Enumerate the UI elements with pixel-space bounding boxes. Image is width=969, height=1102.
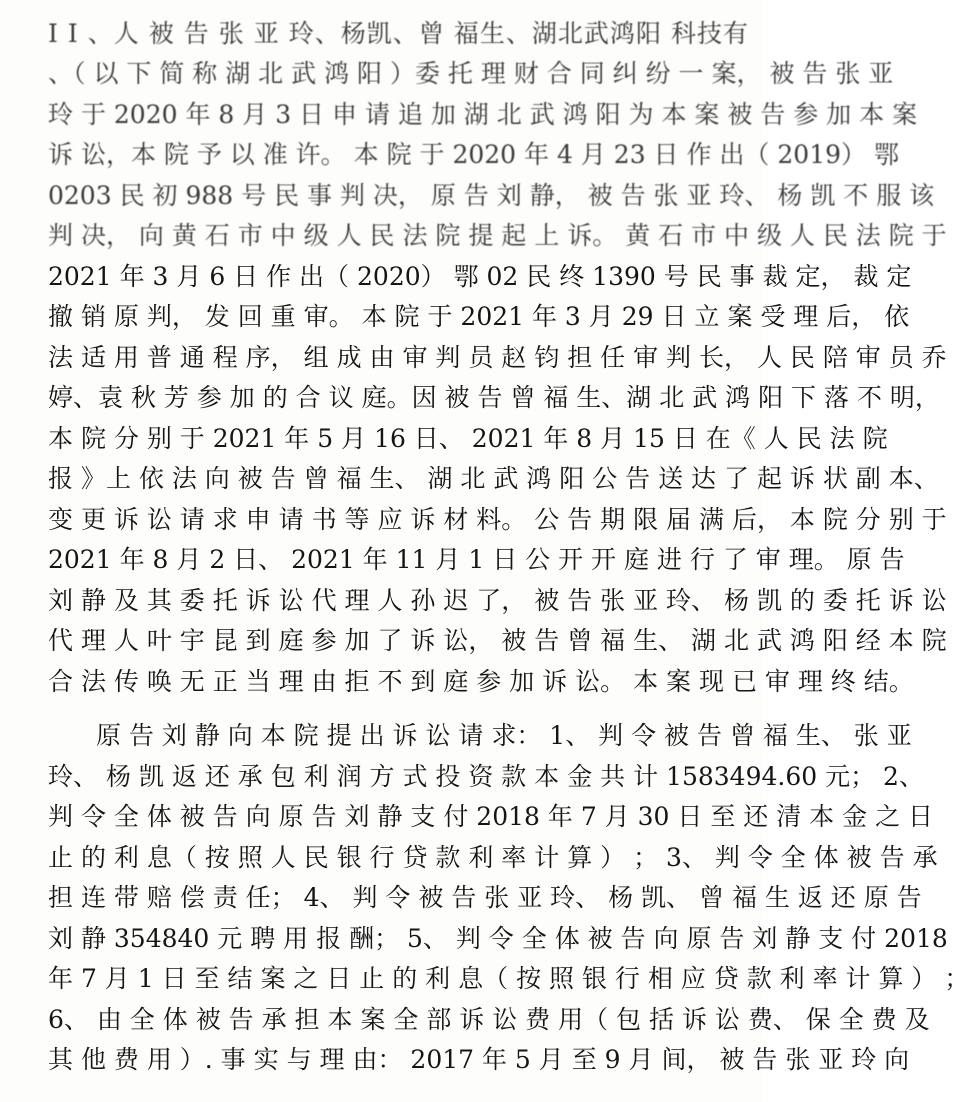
text-line: 担 连 带 赔 偿 责 任； 4、 判 令 被 告 张 亚 玲、 杨 凯、 曾 福 生 返 还 原 告 [48,883,922,912]
text-line: 撤 销 原 判， 发 回 重 审。 本 院 于 2021 年 3 月 29 日 立 案 受 理 后， 依 [48,302,910,331]
text-line: Ⅰ Ⅰ 、人 被 告 张 亚 玲、杨凯、曾 福生、湖北武鸿阳 科技有 [48,19,748,48]
paragraph-first-line: 原 告 刘 静 向 本 院 提 出 诉 讼 请 求： 1、 判 令 被 告 曾 福 生、 张 亚 [96,721,912,750]
text-line: 诉 讼，本 院 予 以 准 许。 本 院 于 2020 年 4 月 23 日 作 出（ 2019） 鄂 [48,140,899,169]
text-line: 止 的 利 息（ 按 照 人 民 银 行 贷 款 利 率 计 算 ） ； 3、 判 令 全 体 被 告 承 [48,843,938,872]
text-line: 0203 民 初 988 号 民 事 判 决， 原 告 刘 静， 被 告 张 亚 玲、 杨 凯 不 服 该 [48,181,935,210]
text-line: 刘 静 354840 元 聘 用 报 酬； 5、 判 令 全 体 被 告 向 原 告 刘 静 支 付 2018 [48,924,948,953]
text-line: 、（ 以 下 简 称 湖 北 武 鸿 阳 ）委 托 理 财 合 同 纠 纷 一 案， 被 告 张 亚 [48,59,894,88]
text-line: 2021 年 8 月 2 日、 2021 年 11 月 1 日 公 开 开 庭 进 行 了 审 理。 原 告 [48,545,905,574]
text-line: 刘 静 及 其 委 托 诉 讼 代 理 人 孙 迟 了， 被 告 张 亚 玲、 杨 凯 的 委 托 诉 讼 [48,586,947,615]
text-line: 2021 年 3 月 6 日 作 出（ 2020） 鄂 02 民 终 1390 号 民 事 裁 定， 裁 定 [48,262,912,291]
text-line: 本 院 分 别 于 2021 年 5 月 16 日、 2021 年 8 月 15 日 在《 人 民 法 院 [48,424,888,453]
text-line: 合 法 传 唤 无 正 当 理 由 拒 不 到 庭 参 加 诉 讼。 本 案 现 已 审 理 终 结。 [48,667,914,696]
text-line: 玲、 杨 凯 返 还 承 包 利 润 方 式 投 资 款 本 金 共 计 1583494.60 元； 2、 [48,762,924,791]
text-line: 6、 由 全 体 被 告 承 担 本 案 全 部 诉 讼 费 用（ 包 括 诉 讼 费、 保 全 费 及 [48,1005,930,1034]
text-line: 变 更 诉 讼 请 求 申 请 书 等 应 诉 材 料。 公 告 期 限 届 满 后， 本 院 分 别 于 [48,505,947,534]
text-line: 婷、袁 秋 芳 参 加 的 合 议 庭。因 被 告 曾 福 生、湖 北 武 鸿 阳 下 落 不 明， [48,383,940,412]
text-line: 法 适 用 普 通 程 序， 组 成 由 审 判 员 赵 钧 担 任 审 判 长， 人 民 陪 审 员 乔 [48,343,947,372]
text-line: 代 理 人 叶 宇 昆 到 庭 参 加 了 诉 讼， 被 告 曾 福 生、 湖 北 武 鸿 阳 经 本 院 [48,626,947,655]
text-line: 其 他 费 用 ）. 事 实 与 理 由： 2017 年 5 月 至 9 月 间， 被 告 张 亚 玲 向 [48,1045,910,1074]
text-line: 报 》上 依 法 向 被 告 曾 福 生、 湖 北 武 鸿 阳 公 告 送 达 了 起 诉 状 副 本、 [48,464,939,493]
text-line: 玲 于 2020 年 8 月 3 日 申 请 追 加 湖 北 武 鸿 阳 为 本 案 被 告 参 加 本 案 [48,100,918,129]
text-line: 判 令 全 体 被 告 向 原 告 刘 静 支 付 2018 年 7 月 30 日 至 还 清 本 金 之 日 [48,802,934,831]
text-line: 判 决， 向 黄 石 市 中 级 人 民 法 院 提 起 上 诉。 黄 石 市 中 级 人 民 法 院 于 [48,221,947,250]
text-line: 年 7 月 1 日 至 结 案 之 日 止 的 利 息（ 按 照 银 行 相 应 贷 款 利 率 计 算 ） ； [48,964,969,993]
